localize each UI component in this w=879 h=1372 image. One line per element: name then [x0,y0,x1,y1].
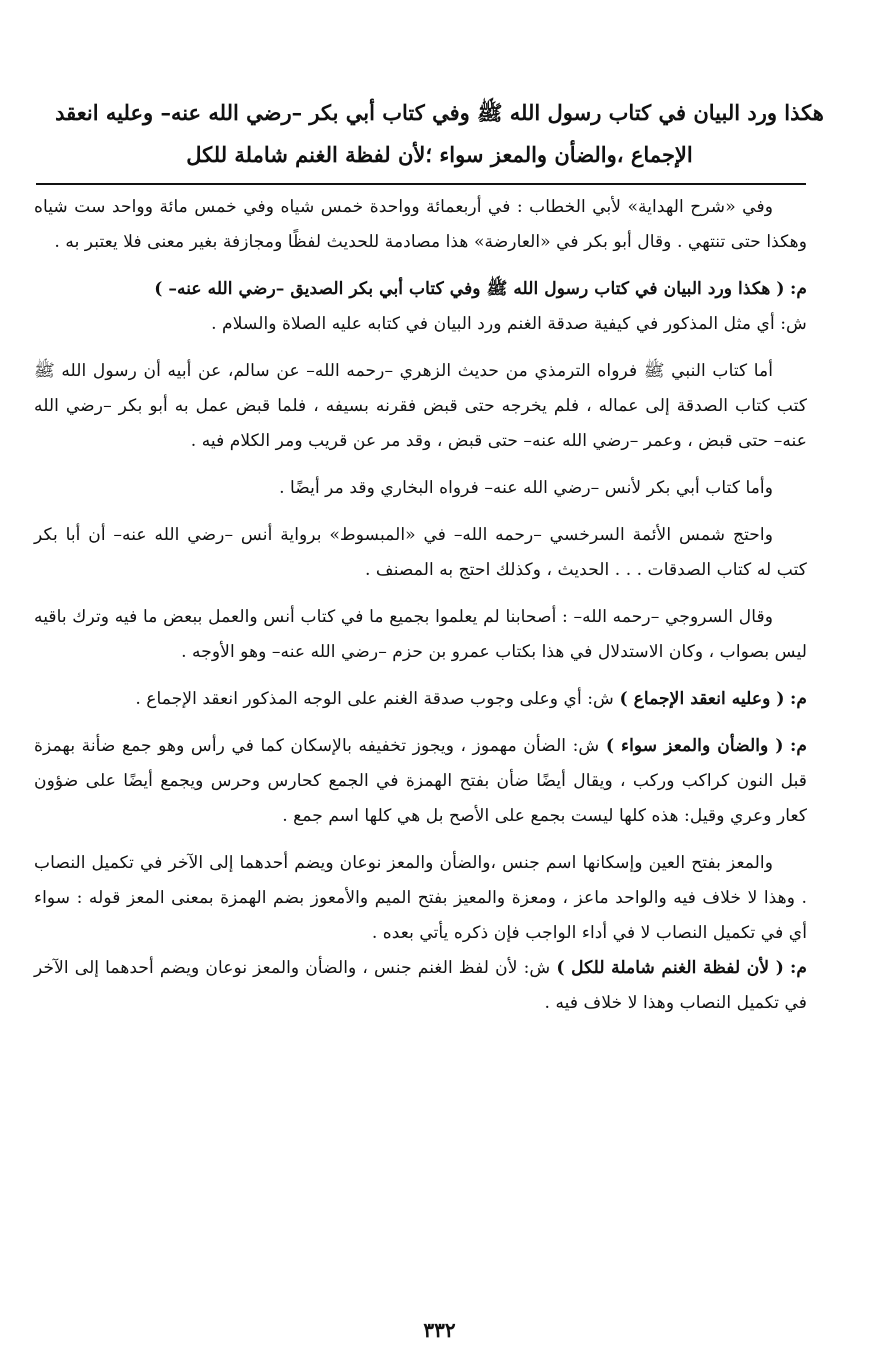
header-line-2: الإجماع ،والضأن والمعز سواء ؛لأن لفظة الغنم شاملة للكل [186,142,693,167]
matn-text: ( وعليه انعقد الإجماع ) [619,689,785,709]
paragraph-maz: والمعز بفتح العين وإسكانها اسم جنس ،والضأن والمعز نوعان ويضم أحدهما إلى الآخر في تكميل النصاب . وهذا لا خلاف فيه والواحد ماعز ، ومعزة والمعيز بفتح الميم والأمعوز بضم الهمزة بمعنى المعز قوله : سواء أي في تكميل النصاب لا في أداء الواجب فإن ذكره يأتي بعده . [34,853,807,943]
paragraph-saruji: وقال السروجي –رحمه الله– : أصحابنا لم يعلموا بجميع ما في كتاب أنس والعمل ببعض ما فيه وترك باقيه ليس بصواب ، وكان الاستدلال في هذا بكتاب عمرو بن حزم –رضي الله عنه– وهو الأوجه . [34,607,807,662]
paragraph-sarakhsi: واحتج شمس الأئمة السرخسي –رحمه الله– في «المبسوط» برواية أنس –رضي الله عنه– أن أبا بكر كتب له كتاب الصدقات . . . الحديث ، وكذلك احتج به المصنف . [34,525,807,580]
sharh-label: ش: [587,689,615,709]
header-divider [36,183,806,185]
daan-paragraph [34,729,807,834]
sharh-text: أي مثل المذكور في كيفية صدقة الغنم ورد البيان في كتابه عليه الصلاة والسلام . [211,314,775,334]
sharh-text: أي وعلى وجوب صدقة الغنم على الوجه المذكور انعقد الإجماع . [135,689,582,709]
matn-kitab-paragraph [34,272,807,307]
header-line-1: هكذا ورد البيان في كتاب رسول الله ﷺ وفي كتاب أبي بكر –رضي الله عنه– وعليه انعقد [55,100,824,125]
sharh-text: لأن لفظ الغنم جنس ، والضأن والمعز نوعان ويضم أحدهما إلى الآخر في تكميل النصاب وهذا لا خلاف فيه . [34,958,807,1013]
matn-text: ( لأن لفظة الغنم شاملة للكل ) [556,958,784,978]
sharh-label: ش: [523,958,551,978]
page-header [30,92,849,176]
paragraph-sharh-hidaya: وفي «شرح الهداية» لأبي الخطاب : في أربعمائة وواحدة خمس شياه وفي خمس مائة وواحد ست شياه وهكذا حتى تنتهي . وقال أبو بكر في «العارضة» هذا مصادمة للحديث لفظًا ومجازفة بغير معنى فلا يعتبر به . [34,197,807,252]
sharh-text: الضأن مهموز ، ويجوز تخفيفه بالإسكان كما في رأس وهو جمع ضأنة بهمزة قبل النون كراكب وركب ، ويقال أيضًا ضأن بفتح الهمزة في الجمع كحارس وحرس ويجمع أيضًا على ضؤون كعار وعري وقيل: هذه كلها ليست بجمع على الأصح بل هي كلها اسم جمع . [34,736,807,826]
matn-label: م: [790,736,808,756]
commentary-body [34,190,807,1033]
matn-label: م: [790,958,808,978]
page-number: ٣٣٢ [423,1318,456,1342]
matn-label: م: [790,279,807,299]
paragraph-kitab-abi-bakr: وأما كتاب أبي بكر لأنس –رضي الله عنه– فرواه البخاري وقد مر أيضًا . [279,478,773,498]
paragraph-kitab-nabi: أما كتاب النبي ﷺ فرواه الترمذي من حديث الزهري –رحمه الله– عن سالم، عن أبيه أن رسول الله ﷺ كتب كتاب الصدقة إلى عماله ، فلم يخرجه حتى قبض فقرنه بسيفه ، فلما قبض عمل به أبو بكر –رضي الله عنه– حتى قبض ، وعمر –رضي الله عنه– حتى قبض ، وقد مر عن قريب ومر الكلام فيه . [34,361,807,451]
sharh-kitab-paragraph [34,307,807,342]
sharh-label: ش: [780,314,807,334]
sharh-label: ش: [572,736,600,756]
ijma-paragraph [34,682,807,717]
ghanam-paragraph [34,951,807,1021]
matn-text: ( والضأن والمعز سواء ) [605,736,784,756]
matn-text: ( هكذا ورد البيان في كتاب رسول الله ﷺ وفي كتاب أبي بكر الصديق –رضي الله عنه– ) [154,279,785,299]
matn-label: م: [790,689,807,709]
